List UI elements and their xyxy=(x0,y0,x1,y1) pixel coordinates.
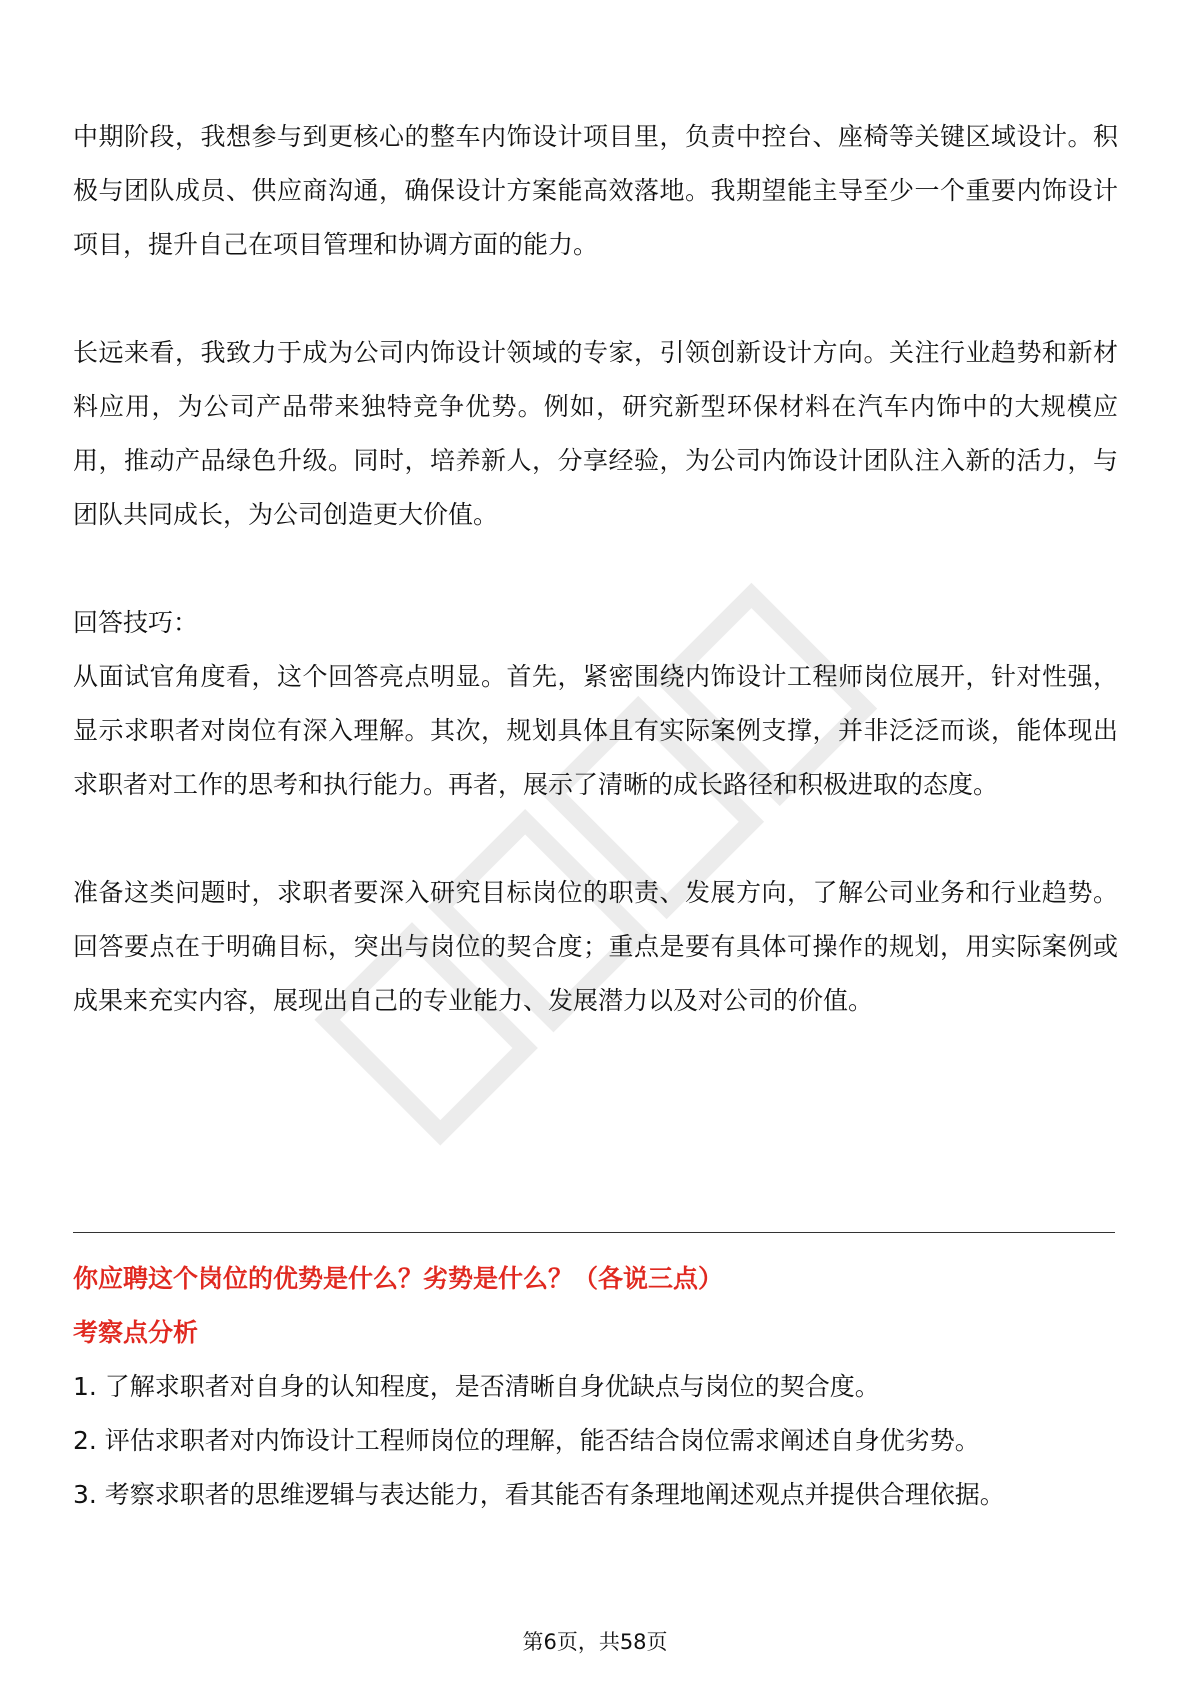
paragraph-tips: 从面试官角度看，这个回答亮点明显。首先，紧密围绕内饰设计工程师岗位展开，针对性强，显示求职者对岗位有深入理解。其次，规划具体且有实际案例支撑，并非泛泛而谈，能体现出求职者对工作的思考和执行能力。再者，展示了清晰的成长路径和积极进取的态度。 xyxy=(73,662,1118,799)
list-item: 2. 评估求职者对内饰设计工程师岗位的理解，能否结合岗位需求阐述自身优劣势。 xyxy=(73,1426,980,1455)
question-title: 你应聘这个岗位的优势是什么？劣势是什么？（各说三点） xyxy=(73,1264,724,1293)
document-body xyxy=(73,110,1118,1028)
list-item: 3. 考察求职者的思维逻辑与表达能力，看其能否有条理地阐述观点并提供合理依据。 xyxy=(73,1480,1005,1509)
page-number: 第6页，共58页 xyxy=(522,1630,668,1654)
paragraph-mid-term: 中期阶段，我想参与到更核心的整车内饰设计项目里，负责中控台、座椅等关键区域设计。积极与团队成员、供应商沟通，确保设计方案能高效落地。我期望能主导至少一个重要内饰设计项目，提升自己在项目管理和协调方面的能力。 xyxy=(73,122,1118,259)
question-section xyxy=(73,1252,1118,1522)
paragraph-long-term: 长远来看，我致力于成为公司内饰设计领域的专家，引领创新设计方向。关注行业趋势和新材料应用，为公司产品带来独特竞争优势。例如，研究新型环保材料在汽车内饰中的大规模应用，推动产品绿色升级。同时，培养新人，分享经验，为公司内饰设计团队注入新的活力，与团队共同成长，为公司创造更大价值。 xyxy=(73,338,1118,529)
paragraph-preparation: 准备这类问题时，求职者要深入研究目标岗位的职责、发展方向，了解公司业务和行业趋势。回答要点在于明确目标，突出与岗位的契合度；重点是要有具体可操作的规划，用实际案例或成果来充实内容，展现出自己的专业能力、发展潜力以及对公司的价值。 xyxy=(73,878,1118,1015)
analysis-title: 考察点分析 xyxy=(73,1318,199,1347)
tips-heading: 回答技巧： xyxy=(73,608,199,637)
section-divider xyxy=(73,1232,1115,1233)
list-item: 1. 了解求职者对自身的认知程度，是否清晰自身优缺点与岗位的契合度。 xyxy=(73,1372,880,1401)
